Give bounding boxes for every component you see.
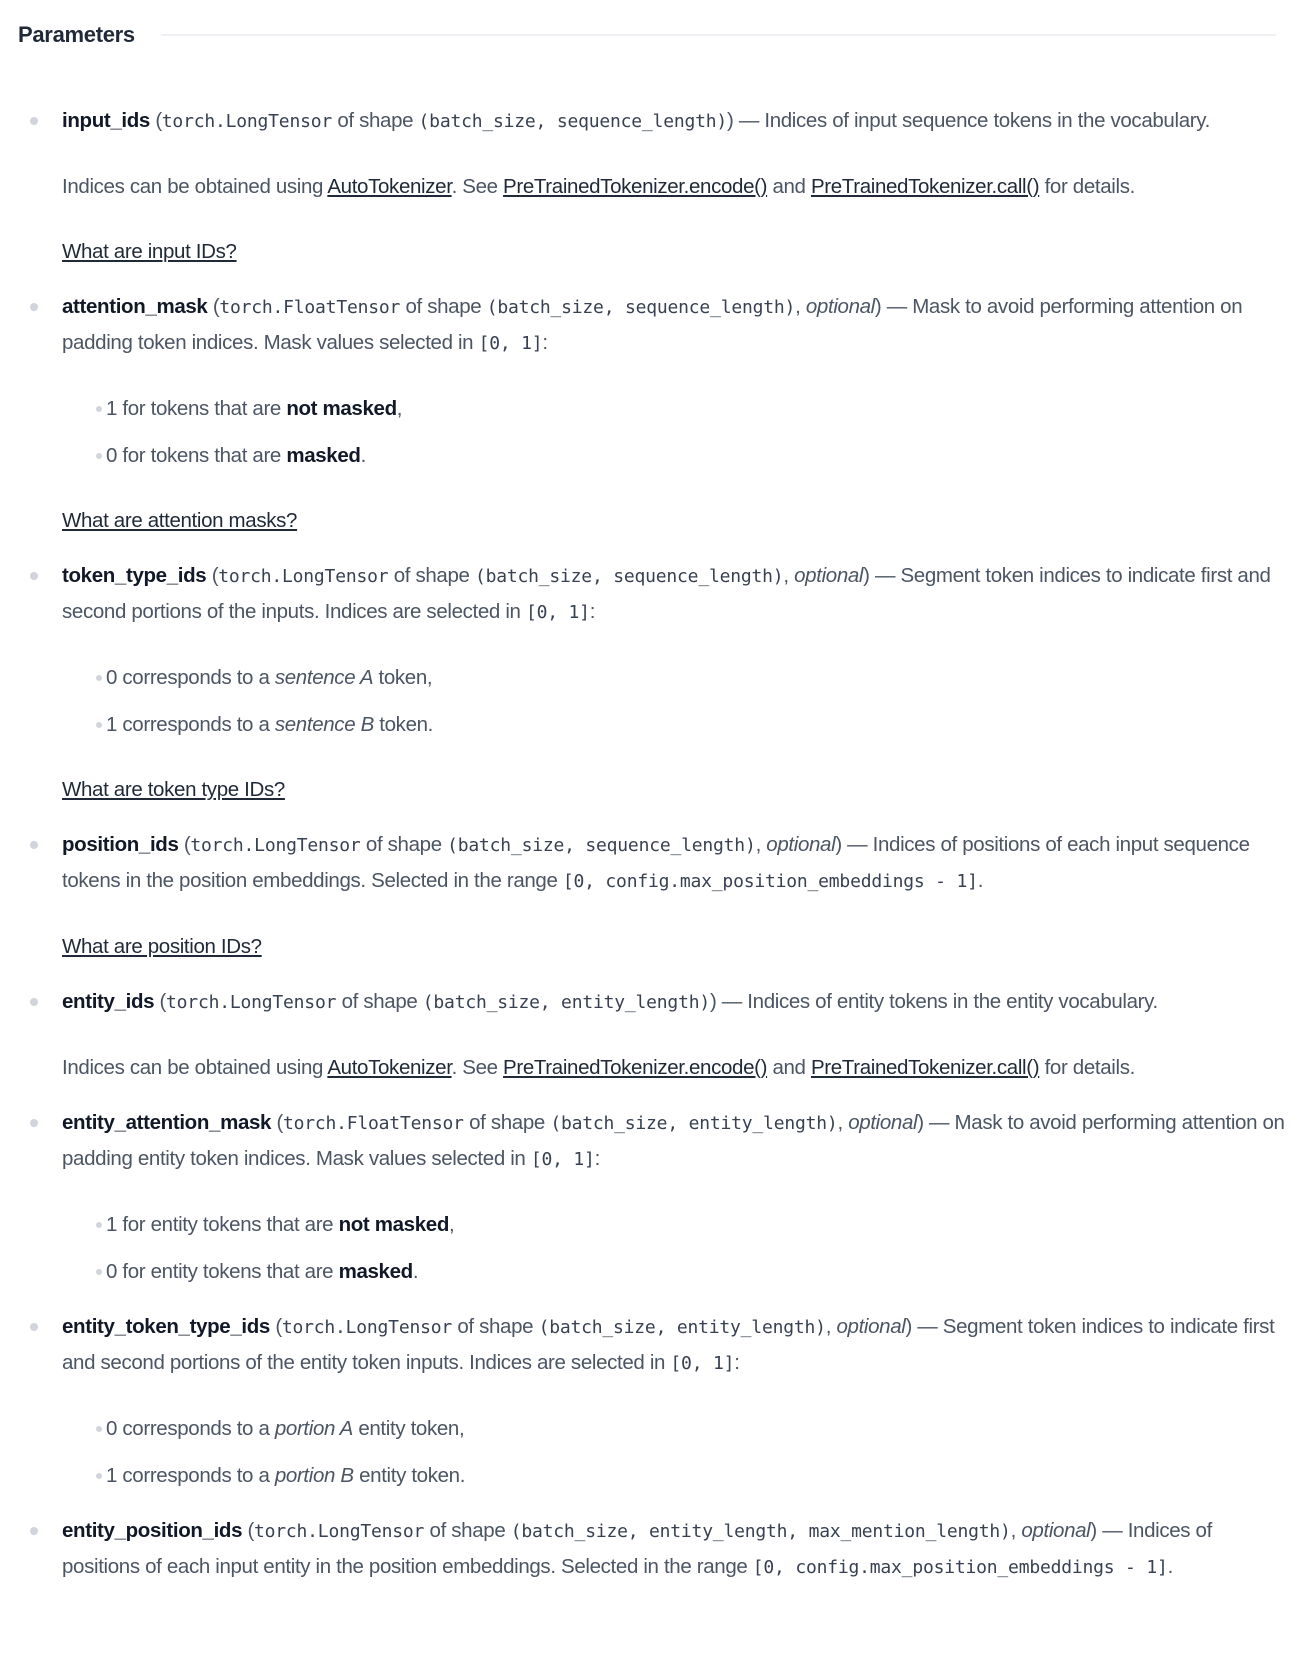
inline-code: [0, 1] [530,1149,595,1170]
value-list [62,391,1288,473]
value-list-item [96,1207,1288,1242]
text: 0 corresponds to a [106,1417,275,1440]
text: ) — Mask to avoid performing attention on padding entity token indices. Mask values selected in [62,1111,1285,1170]
text: of shape [388,564,475,587]
doc-link[interactable]: What are token type IDs? [62,778,285,801]
text: for details. [1039,175,1135,198]
text: token. [373,713,434,736]
param-token-type-ids [18,558,1288,807]
value-list [62,660,1288,742]
value-list-item [96,1458,1288,1493]
bullet-icon [30,998,38,1006]
doc-link[interactable]: What are position IDs? [62,935,262,958]
text: ( [269,1315,282,1338]
inline-code: (batch_size, sequence_length) [418,111,728,132]
doc-link[interactable]: AutoTokenizer [327,1056,452,1079]
text: ( [154,990,167,1013]
text: : [734,1351,740,1374]
bullet-icon [96,1426,102,1432]
value-list-item [96,391,1288,426]
param-description [62,289,1288,361]
doc-link[interactable]: PreTrainedTokenizer.encode() [503,175,768,198]
text: of shape [400,295,487,318]
bullet-icon [96,453,102,459]
param-name: position_ids [62,833,179,856]
text: , [825,1315,837,1338]
value-list [62,1207,1288,1289]
inline-code: torch.LongTensor [190,835,361,856]
inline-code: [0, 1] [670,1353,735,1374]
text: ( [178,833,191,856]
value-list-item [96,660,1288,695]
doc-link[interactable]: What are input IDs? [62,240,237,263]
inline-code: torch.FloatTensor [282,1113,464,1134]
text: of shape [452,1315,539,1338]
bullet-icon [30,1527,38,1535]
param-input-ids [18,103,1288,269]
bullet-icon [96,1269,102,1275]
text: , [837,1111,849,1134]
text: ) — Segment token indices to indicate first and second portions of the inputs. Indices are selected in [62,564,1271,623]
text: , [795,295,806,318]
text: 1 for entity tokens that are [106,1213,339,1236]
emphasis: portion A [274,1417,353,1440]
text: . [977,869,984,892]
text: token, [373,666,433,689]
param-entity-token-type-ids [18,1309,1288,1493]
param-name: entity_position_ids [62,1519,243,1542]
param-description [62,1050,1288,1085]
text: . [360,444,366,467]
text: . See [451,1056,504,1079]
text: . [412,1260,419,1283]
inline-code: torch.LongTensor [218,566,389,587]
param-name: entity_token_type_ids [62,1315,270,1338]
text: 0 for tokens that are [106,444,287,467]
text: ( [242,1519,254,1542]
text: of shape [463,1111,551,1134]
inline-code: (batch_size, entity_length, max_mention_length) [510,1521,1011,1542]
emphasis: optional [848,1111,918,1134]
text: ( [207,295,220,318]
inline-code: (batch_size, sequence_length) [447,835,756,856]
text: of shape [332,109,419,132]
inline-code: (batch_size, entity_length) [538,1317,826,1338]
text: . See [451,175,504,198]
text: entity token. [353,1464,466,1487]
strong-text: not masked [338,1213,449,1236]
param-description [62,1105,1288,1177]
inline-code: (batch_size, entity_length) [422,992,710,1013]
param-name: entity_attention_mask [62,1111,272,1134]
text: ( [206,564,219,587]
text: 1 corresponds to a [106,713,275,736]
inline-code: [0, 1] [478,333,543,354]
bullet-icon [30,117,38,125]
text: Indices can be obtained using [62,1056,328,1079]
text: 0 for entity tokens that are [106,1260,339,1283]
bullet-icon [30,841,38,849]
emphasis: sentence B [274,713,374,736]
bullet-icon [96,675,102,681]
strong-text: masked [286,444,361,467]
strong-text: masked [338,1260,413,1283]
text: 1 for tokens that are [106,397,287,420]
bullet-icon [96,1222,102,1228]
text: , [783,564,795,587]
param-description [62,827,1288,899]
inline-code: [0, 1] [525,602,590,623]
text: ( [149,109,162,132]
text: for details. [1039,1056,1135,1079]
text: entity token, [352,1417,465,1440]
parameter-list [18,103,1288,1585]
inline-code: (batch_size, entity_length) [550,1113,838,1134]
text: : [589,600,596,623]
emphasis: portion B [274,1464,354,1487]
section-title: Parameters [18,22,135,47]
text: of shape [360,833,448,856]
text: ( [271,1111,283,1134]
strong-text: not masked [286,397,397,420]
text: ) — Segment token indices to indicate first and second portions of the entity token inputs. Indices are selected in [62,1315,1275,1374]
doc-link[interactable]: PreTrainedTokenizer.call() [810,1056,1040,1079]
text: : [594,1147,601,1170]
doc-link[interactable]: PreTrainedTokenizer.encode() [503,1056,768,1079]
text: . [1167,1555,1173,1578]
text: and [767,1056,811,1079]
param-description [62,772,1288,807]
value-list-item [96,707,1288,742]
param-description [62,103,1288,139]
text: of shape [336,990,423,1013]
emphasis: optional [836,1315,906,1338]
text: ) — Indices of input sequence tokens in the vocabulary. [727,109,1210,132]
bullet-icon [96,1473,102,1479]
bullet-icon [30,572,38,580]
value-list-item [96,438,1288,473]
emphasis: optional [794,564,864,587]
text: ) — Indices of positions of each input sequence tokens in the position embeddings. Selected in the range [62,833,1250,892]
doc-link[interactable]: PreTrainedTokenizer.call() [810,175,1040,198]
param-description [62,558,1288,630]
bullet-icon [96,406,102,412]
text: Indices can be obtained using [62,175,328,198]
param-description [62,1309,1288,1381]
param-entity-position-ids [18,1513,1288,1585]
param-name: token_type_ids [62,564,207,587]
bullet-icon [96,722,102,728]
value-list-item [96,1411,1288,1446]
divider [161,34,1276,36]
param-name: input_ids [62,109,150,132]
emphasis: sentence A [274,666,374,689]
param-entity-attention-mask [18,1105,1288,1289]
param-name: entity_ids [62,990,155,1013]
param-description [62,169,1288,204]
param-description [62,1513,1288,1585]
text: ) — Mask to avoid performing attention on padding token indices. Mask values selected in [62,295,1243,354]
param-description [62,929,1288,964]
param-name: attention_mask [62,295,208,318]
inline-code: [0, config.max_position_embeddings - 1] [562,871,978,892]
value-list [62,1411,1288,1493]
bullet-icon [30,1323,38,1331]
param-position-ids [18,827,1288,964]
inline-code: [0, config.max_position_embeddings - 1] [752,1557,1168,1578]
param-attention-mask [18,289,1288,538]
doc-link[interactable]: What are attention masks? [62,509,298,532]
param-entity-ids [18,984,1288,1085]
text: , [396,397,403,420]
inline-code: (batch_size, sequence_length) [486,297,796,318]
emphasis: optional [766,833,836,856]
text: , [755,833,767,856]
text: ) — Indices of positions of each input entity in the position embeddings. Selected in the range [62,1519,1212,1578]
bullet-icon [30,1119,38,1127]
doc-link[interactable]: AutoTokenizer [327,175,452,198]
text: of shape [424,1519,511,1542]
param-description [62,234,1288,269]
param-description [62,984,1288,1020]
inline-code: torch.LongTensor [166,992,337,1013]
inline-code: torch.FloatTensor [219,297,401,318]
text: 0 corresponds to a [106,666,275,689]
text: : [542,331,548,354]
text: , [1010,1519,1022,1542]
section-header [18,18,1288,52]
param-description [62,503,1288,538]
text: ) — Indices of entity tokens in the entity vocabulary. [709,990,1158,1013]
inline-code: torch.LongTensor [281,1317,453,1338]
text: , [449,1213,455,1236]
emphasis: optional [805,295,875,318]
value-list-item [96,1254,1288,1289]
text: 1 corresponds to a [106,1464,275,1487]
inline-code: torch.LongTensor [253,1521,425,1542]
bullet-icon [30,303,38,311]
text: and [767,175,811,198]
inline-code: torch.LongTensor [161,111,332,132]
emphasis: optional [1021,1519,1091,1542]
inline-code: (batch_size, sequence_length) [474,566,784,587]
